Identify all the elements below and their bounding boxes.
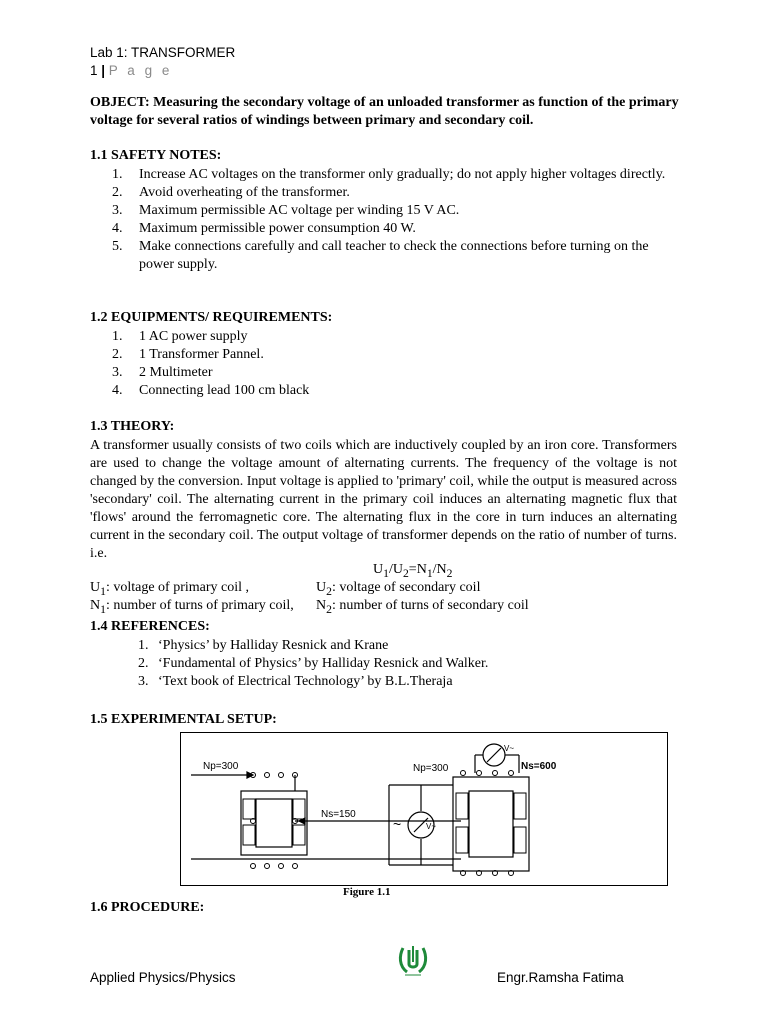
list-item-text: ‘Fundamental of Physics’ by Halliday Resnick and Walker. bbox=[158, 656, 489, 671]
object-statement: OBJECT: Measuring the secondary voltage of an unloaded transformer as function of the primary voltage for several ratios of windings between primary and secondary coil. bbox=[90, 95, 679, 128]
list-item-text: 1 Transformer Pannel. bbox=[139, 347, 264, 362]
list-item-text: Avoid overheating of the transformer. bbox=[139, 185, 350, 200]
experimental-setup-figure bbox=[180, 732, 668, 886]
definition-n1: $N_1$: number of turns of primary coil, bbox=[90, 598, 294, 616]
list-item: 1. 1 AC power supply bbox=[112, 329, 248, 344]
left-ns-label: Ns=150 bbox=[321, 809, 356, 820]
page-number: 1 bbox=[90, 63, 98, 78]
formula-subscript: 1 bbox=[426, 566, 433, 580]
left-np-label: Np=300 bbox=[203, 761, 239, 772]
figure-caption: Figure 1.1 bbox=[343, 886, 391, 898]
definition-n2: $N_2$: number of turns of secondary coil bbox=[316, 598, 529, 616]
list-item-text: Maximum permissible AC voltage per winding 15 V AC. bbox=[139, 203, 460, 218]
right-np-label: Np=300 bbox=[413, 763, 449, 774]
list-item-text: 1 AC power supply bbox=[139, 329, 248, 344]
references-heading: 1.4 REFERENCES: bbox=[90, 619, 210, 634]
list-item: 5. Make connections carefully and call teacher to check the connections before turning on the power supply. bbox=[112, 239, 649, 272]
right-transformer-diagram bbox=[389, 744, 529, 876]
list-item: 4. Maximum permissible power consumption 40 W. bbox=[112, 221, 416, 236]
turns-ratio-formula: $U_1/U_2=N_1/N_2$ bbox=[373, 562, 453, 580]
list-item: 3. 2 Multimeter bbox=[112, 365, 213, 380]
equipment-list bbox=[112, 328, 612, 400]
left-coil-1 bbox=[243, 799, 255, 819]
left-coil-3 bbox=[293, 799, 305, 819]
list-item: 1. ‘Physics’ by Halliday Resnick and Krane bbox=[138, 638, 389, 653]
formula-symbol: U bbox=[392, 562, 403, 577]
theory-heading: 1.3 THEORY: bbox=[90, 419, 175, 434]
ac-source-symbol: ~ bbox=[393, 816, 402, 832]
header-page-number bbox=[90, 63, 172, 78]
university-logo bbox=[395, 942, 431, 978]
left-core-window bbox=[256, 799, 292, 847]
voltmeter-label: V~ bbox=[504, 744, 515, 753]
setup-heading: 1.5 EXPERIMENTAL SETUP: bbox=[90, 712, 277, 727]
list-item-text: ‘Text book of Electrical Technology’ by B.L.Theraja bbox=[158, 674, 453, 689]
formula-subscript: 2 bbox=[402, 566, 409, 580]
theory-paragraph: A transformer usually consists of two coils which are inductively coupled by an iron core. Transformers are used to change the voltage amount of alternating currents. The frequency of the voltage is not changed by the conversion. Input voltage is applied to 'primary' coil, while the output is measured across 'secondary' coil. The alternating current in the primary coil induces an alternating magnetic flux that 'flows' around the ferromagnetic core. The alternating flux in the core in turn induces an alternating current in the secondary coil. The output voltage of transformer depends on the ratio of number of turns. i.e. bbox=[90, 438, 677, 561]
footer-department: Applied Physics/Physics bbox=[90, 970, 236, 985]
formula-slash: / bbox=[388, 562, 393, 577]
right-core-window bbox=[469, 791, 513, 857]
list-item: 4. Connecting lead 100 cm black bbox=[112, 383, 310, 398]
right-ns-label: Ns=600 bbox=[521, 761, 557, 772]
list-item-text: Increase AC voltages on the transformer only gradually; do not apply higher voltages directly. bbox=[139, 167, 666, 182]
formula-slash: / bbox=[432, 562, 437, 577]
list-item: 1. Increase AC voltages on the transformer only gradually; do not apply higher voltages directly. bbox=[112, 167, 666, 182]
list-item: 3. Maximum permissible AC voltage per winding 15 V AC. bbox=[112, 203, 460, 218]
page-word: P a g e bbox=[108, 63, 173, 78]
list-item-text: Make connections carefully and call teacher to check the connections before turning on the power supply. bbox=[139, 239, 649, 272]
definition-u2: $U_2$: voltage of secondary coil bbox=[316, 580, 481, 598]
list-item-text: ‘Physics’ by Halliday Resnick and Krane bbox=[158, 638, 389, 653]
left-coil-4 bbox=[293, 825, 305, 845]
list-item-text: Maximum permissible power consumption 40 W. bbox=[139, 221, 416, 236]
list-item-text: Connecting lead 100 cm black bbox=[139, 383, 310, 398]
formula-symbol: U bbox=[373, 562, 384, 577]
list-item: 2. 1 Transformer Pannel. bbox=[112, 347, 264, 362]
equipment-heading: 1.2 EQUIPMENTS/ REQUIREMENTS: bbox=[90, 310, 333, 325]
definition-u1: $U_1$: voltage of primary coil , bbox=[90, 580, 250, 598]
list-item-text: 2 Multimeter bbox=[139, 365, 213, 380]
formula-subscript: 1 bbox=[383, 566, 389, 580]
procedure-heading: 1.6 PROCEDURE: bbox=[90, 900, 205, 915]
header-title: Lab 1: TRANSFORMER bbox=[90, 45, 236, 60]
footer-author: Engr.Ramsha Fatima bbox=[497, 970, 624, 985]
safety-list bbox=[112, 166, 672, 274]
formula-subscript: 2 bbox=[446, 566, 453, 580]
safety-heading: 1.1 SAFETY NOTES: bbox=[90, 148, 222, 163]
formula-equals: =N bbox=[408, 562, 427, 577]
list-item: 2. Avoid overheating of the transformer. bbox=[112, 185, 350, 200]
voltmeter-label: V~ bbox=[426, 822, 437, 831]
list-item: 3. ‘Text book of Electrical Technology’ by B.L.Theraja bbox=[138, 674, 453, 689]
page-separator: | bbox=[97, 63, 109, 78]
list-item: 2. ‘Fundamental of Physics’ by Halliday Resnick and Walker. bbox=[138, 656, 489, 671]
left-coil-2 bbox=[243, 825, 255, 845]
references-list bbox=[138, 637, 638, 691]
